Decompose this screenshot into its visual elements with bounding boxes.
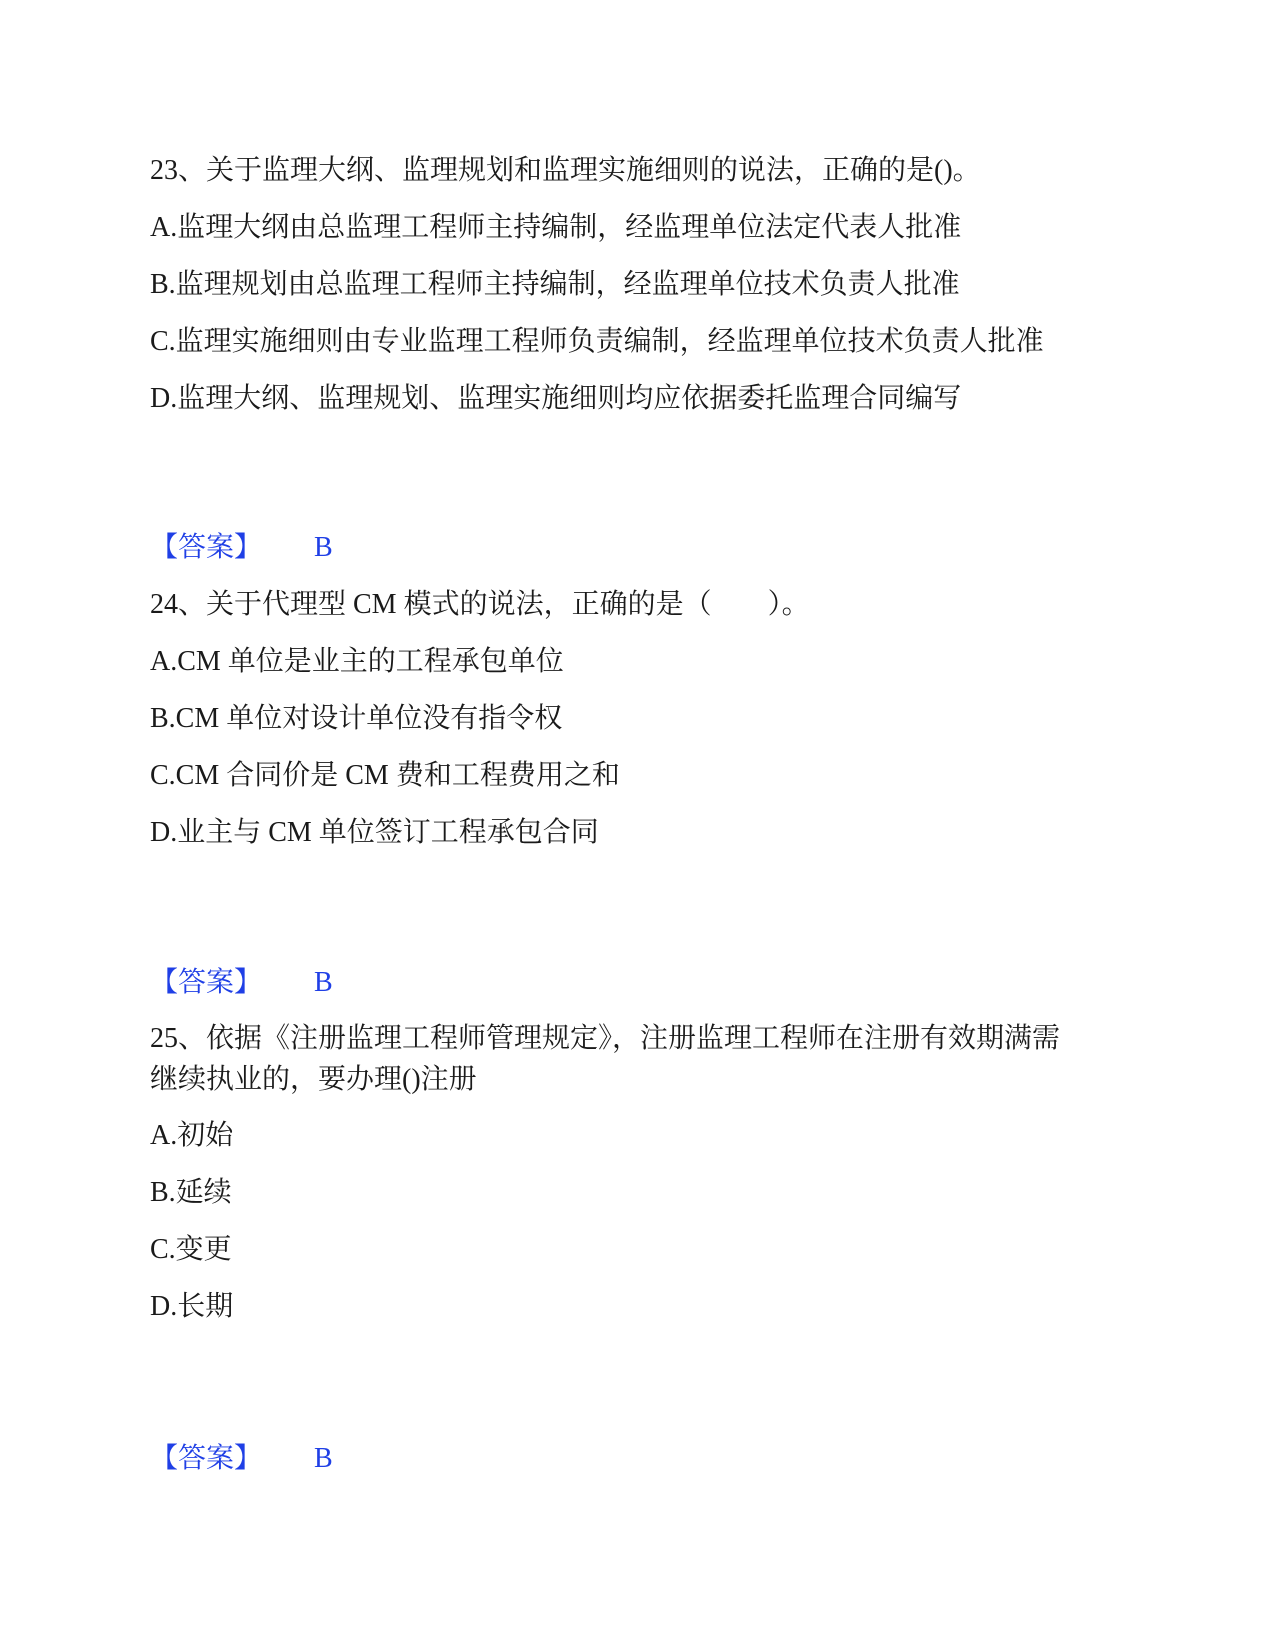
question-stem: 24、关于代理型 CM 模式的说法，正确的是（ ）。: [150, 589, 810, 620]
question-stem: [150, 1018, 1150, 1100]
question-23: [150, 142, 1150, 427]
option-a: A.CM 单位是业主的工程承包单位: [150, 646, 564, 677]
answer-value: B: [314, 1443, 333, 1474]
question-25: [150, 1018, 1150, 1335]
question-24: [150, 576, 1150, 861]
question-stem: 23、关于监理大纲、监理规划和监理实施细则的说法，正确的是()。: [150, 155, 981, 186]
question-stem-line-1: 25、依据《注册监理工程师管理规定》，注册监理工程师在注册有效期满需: [150, 1023, 1061, 1054]
option-c: C.监理实施细则由专业监理工程师负责编制，经监理单位技术负责人批准: [150, 326, 1044, 357]
answer-25: [150, 1430, 1150, 1487]
answer-value: B: [314, 967, 333, 998]
option-c: C.CM 合同价是 CM 费和工程费用之和: [150, 760, 620, 791]
answer-24: [150, 954, 1150, 1011]
answer-label: 【答案】: [150, 532, 263, 563]
answer-label: 【答案】: [150, 967, 263, 998]
answer-label: 【答案】: [150, 1443, 263, 1474]
option-b: B.监理规划由总监理工程师主持编制，经监理单位技术负责人批准: [150, 269, 960, 300]
option-d: D.长期: [150, 1291, 234, 1322]
option-d: D.业主与 CM 单位签订工程承包合同: [150, 817, 599, 848]
answer-value: B: [314, 532, 333, 563]
option-a: A.初始: [150, 1120, 234, 1151]
option-d: D.监理大纲、监理规划、监理实施细则均应依据委托监理合同编写: [150, 383, 962, 414]
answer-23: [150, 519, 1150, 576]
option-a: A.监理大纲由总监理工程师主持编制，经监理单位法定代表人批准: [150, 212, 962, 243]
option-c: C.变更: [150, 1234, 232, 1265]
question-stem-line-2: 继续执业的，要办理()注册: [150, 1064, 477, 1095]
option-b: B.延续: [150, 1177, 232, 1208]
option-b: B.CM 单位对设计单位没有指令权: [150, 703, 563, 734]
